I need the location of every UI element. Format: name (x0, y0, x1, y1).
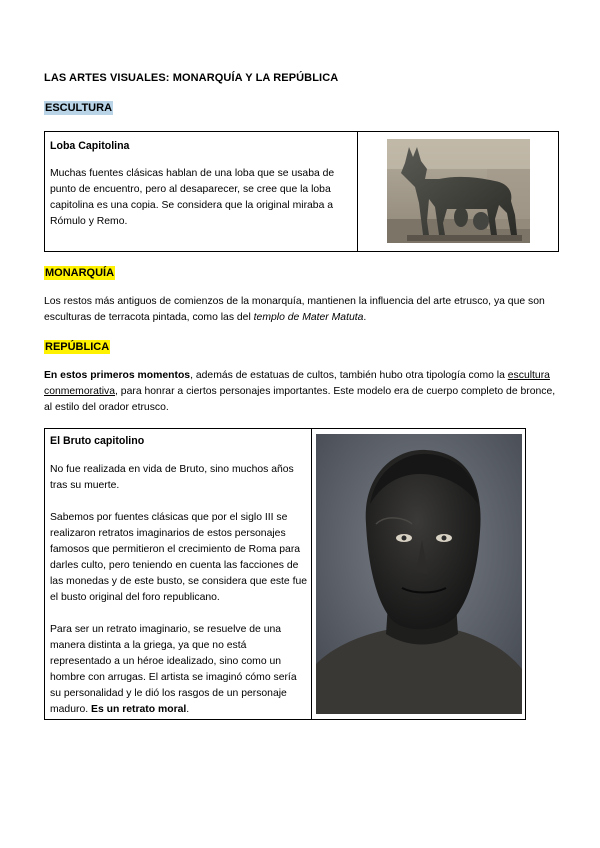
table-divider (357, 132, 358, 251)
republica-paragraph: En estos primeros momentos, además de estatuas de cultos, también hubo otra tipología como la escultura conmemorativa, para honrar a ciertos personajes importantes. Este modelo era de cuerpo completo de bronce, al estilo del orador etrusco. (44, 370, 556, 413)
loba-description: Muchas fuentes clásicas hablan de una loba que se usaba de punto de encuentro, pero al desaparecer, se cree que la loba capitolina es una copia. Se considera que la original miraba a Rómulo y Remo. (50, 168, 335, 227)
table-divider (311, 429, 312, 719)
bruto-capitolino-image (316, 434, 522, 714)
monarquia-paragraph: Los restos más antiguos de comienzos de la monarquía, mantienen la influencia del arte etrusco, ya que son esculturas de terracota pintada, como las del templo de Mater Matuta. (44, 296, 545, 323)
escultura-conmemorativa: escultura conmemorativa (44, 370, 550, 397)
section-heading-republica: REPÚBLICA (45, 341, 110, 353)
bruto-description: No fue realizada en vida de Bruto, sino muchos años tras su muerte. Sabemos por fuentes clásicas que por el siglo III se realizaron retratos imaginarios de estos personajes famosos que permitieron el crecimiento de Roma para darles culto, pero teniendo en cuenta las facciones de las monedas y de este busto, se considera que este fue el busto original del foro republicano. Para ser un retrato imaginario, se resuelve de una manera distinta a la griega, ya que no está representado a un héroe idealizado, sino como un hombre con arrugas. El artista se imaginó cómo sería su personalidad y le dió los rasgos de un personaje maduro. Es un retrato moral. (50, 464, 308, 715)
page-title: LAS ARTES VISUALES: MONARQUÍA Y LA REPÚBLICA (44, 72, 339, 84)
section-heading-escultura: ESCULTURA (45, 102, 113, 114)
bruto-title: El Bruto capitolino (50, 435, 145, 447)
loba-capitolina-image (387, 139, 530, 243)
templo-mater-matuta: templo de Mater Matuta (253, 312, 364, 323)
loba-title: Loba Capitolina (50, 140, 130, 152)
section-heading-monarquia: MONARQUÍA (45, 267, 115, 279)
